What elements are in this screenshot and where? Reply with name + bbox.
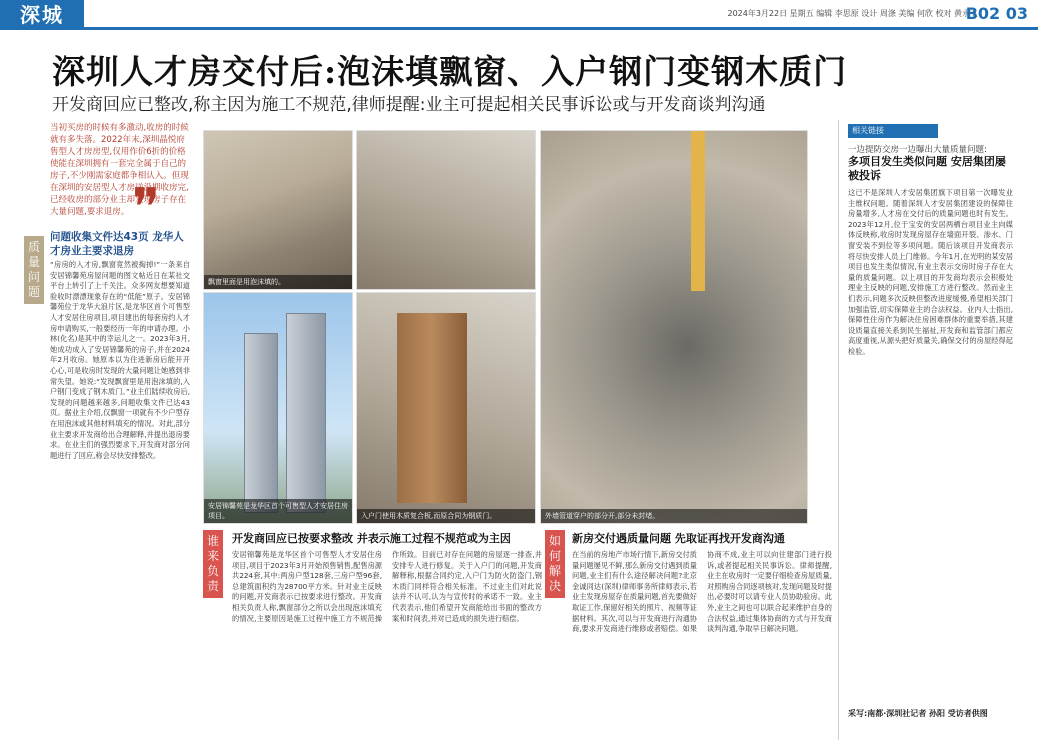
section2-title: 开发商回应已按要求整改 并表示施工过程不规范或为主因 bbox=[232, 532, 511, 545]
section3-body: 在当前的房地产市场行情下,新房交付质量问题屡见不鲜,那么新房交付遇到质量问题,业主们有什么途径解决问题?北京金诚同达(深圳)律师事务所律师表示,若业主发现房屋存在质量问题,首先要做好取证工作,保留好相关的照片、视频等证据材料。其次,可以与开发商进行沟通协商,要求开发商进行维修或者赔偿。如果协商不成,业主可以向住建部门进行投诉,或者提起相关民事诉讼。律师提醒,业主在收房时一定要仔细检查房屋质量,对照购房合同逐项核对,发现问题及时提出,必要时可以请专业人员协助验房。此外,业主之间也可以联合起来维护自身的合法权益,通过集体协商的方式与开发商谈判沟通,争取早日解决问题。 bbox=[572, 550, 832, 634]
photo-entry-door bbox=[356, 292, 536, 524]
related-title: 多项目发生类似问题 安居集团屡被投诉 bbox=[848, 155, 1006, 182]
section3-title: 新房交付遇质量问题 先取证再找开发商沟通 bbox=[572, 532, 785, 545]
related-kicker: 一边提防交房一边曝出大量质量问题: bbox=[848, 145, 987, 155]
section1-body: “房房的入才房,飘窗竟然被掏掉!”一条来自安居锦馨苑房屋问题的图文帖近日在某社交平台上转引了上千关注。众多网友想要知道验收时漂漂现象存在的“低能”原子。安居锦馨苑位于龙华大浪片区,是龙华区首个可售型人才安居住房项目,项目建出的每套房约人才房申请购买,一般要经历一年的申请办理。小林(化名)是其中的幸运儿之一。2023年3月,她成功成入了安居锦馨苑的房子,并在2024年2月收房。她原本以为住进新房后能开开心心,可是收房时发现的大量问题让她感到非常失望。她说:“发现飘窗里是用泡沫填的,入户钢门变成了钢木质门。”业主们陆续收房后,发现的问题越来越多,问题收集文件已达43页。据业主介绍,仅飘窗一项就有不少户型存在用泡沫或其他材料填充的情况。对此,部分业主要求开发商给出合理解释,并提出退房要求。在业主们的强烈要求下,开发商对部分问题进行了回应,称会尽快安排整改。 bbox=[50, 260, 190, 460]
photo-collage bbox=[203, 120, 808, 525]
photo-building bbox=[203, 292, 353, 524]
caption-pipe-hole: 外墙管道穿户的部分开,部分未封堵。 bbox=[541, 509, 807, 523]
page-header bbox=[0, 0, 1038, 30]
headline: 深圳人才房交付后:泡沫填飘窗、入户钢门变钢木质门 bbox=[52, 52, 848, 91]
photo-pipe-hole bbox=[540, 130, 808, 524]
caption-bay-window: 飘窗里面是用泡沫填的。 bbox=[204, 275, 352, 289]
related-link-label: 相关链接 bbox=[848, 124, 938, 138]
quote-mark-icon: ❞ bbox=[132, 178, 160, 238]
lead-paragraph: 当初买房的时候有多激动,收房的时候就有多失落。2022年末,深圳晶悦府售型人才房房型,仅用作价6折的价格使能在深圳拥有一套完全属于自己的房子,不少刚需家庭都争相认入。但现在深圳的安居型人才房送没期收房完,已经收房的部分业主却发现房子存在大量问题,要求退房。 bbox=[50, 123, 189, 217]
section2-body: 安居锦馨苑是龙华区首个可售型人才安居住房项目,项目于2023年3月开始预售销售,配售房源共224套,其中:两房户型128套,三房户型96套,总建筑面积约为28700平方米。针对业主反映的问题,开发商表示已按要求进行整改。开发商相关负责人称,飘窗部分之所以会出现泡沫填充的情况,主要原因是施工过程中施工方不规范操作所致。目前已对存在问题的房屋逐一排查,并安排专人进行修复。关于入户门的问题,开发商解释称,根据合同约定,入户门为防火防盗门,钢木质门同样符合相关标准。不过业主们对此说法并不认可,认为与宣传时的承诺不一致。业主代表表示,他们希望开发商能给出书面的整改方案和时间表,并对已造成的损失进行赔偿。 bbox=[232, 550, 542, 623]
section-badge: 深城 bbox=[0, 0, 84, 30]
related-body: 这已不是深圳人才安居集团旗下项目第一次曝发业主维权问题。随着深圳人才安居集团建设的保障住房量增多,人才房在交付后的质量问题也时有发生。2023年12月,位于宝安的安居两栖台项目业主向媒体反映称,收房时发现房屋存在墙面开裂、渗水、门窗安装不到位等多项问题。随后该项目开发商表示将尽快安排人员上门维修。今年1月,在光明的某安居项目也发生类似情况,有业主表示交房时房子存在大量的质量问题。以上项目的开发商均表示会积极处理业主反映的问题,安排施工方进行整改。然而业主们表示,问题多次反映但整改进度缓慢,希望相关部门加强监管,切实保障业主的合法权益。业内人士指出,保障性住房作为解决住房困难群体的重要举措,其建设质量直接关系到民生福祉,开发商和监管部门都应高度重视,从源头把好质量关,确保交付的房屋经得起检验。 bbox=[848, 188, 1013, 356]
tag-who-responsible: 谁来负责 bbox=[203, 530, 223, 598]
caption-building: 安居锦馨苑是龙华区首个可售型人才安居住房项目。 bbox=[204, 499, 352, 523]
photo-wall-corner bbox=[356, 130, 536, 290]
caption-entry-door: 入户门使用木质复合板,而原合同为钢质门。 bbox=[357, 509, 535, 523]
tag-quality-problem: 质量问题 bbox=[24, 236, 44, 304]
tag-how-to-solve: 如何解决 bbox=[545, 530, 565, 598]
photo-bay-window bbox=[203, 130, 353, 290]
page-number: B02 03 bbox=[965, 4, 1028, 23]
column-divider bbox=[838, 120, 839, 740]
subheadline: 开发商回应已整改,称主因为施工不规范,律师提醒:业主可提起相关民事诉讼或与开发商谈判沟通 bbox=[52, 95, 766, 115]
reporter-credit: 采写:南都·深圳社记者 孙阳 受访者供图 bbox=[848, 709, 988, 718]
edition-info: 2024年3月22日 星期五 编辑 李思原 设计 周涤 美编 何欣 校对 黄永义 bbox=[727, 9, 978, 18]
section1-title: 问题收集文件达43页 龙华人才房业主要求退房 bbox=[50, 231, 184, 257]
